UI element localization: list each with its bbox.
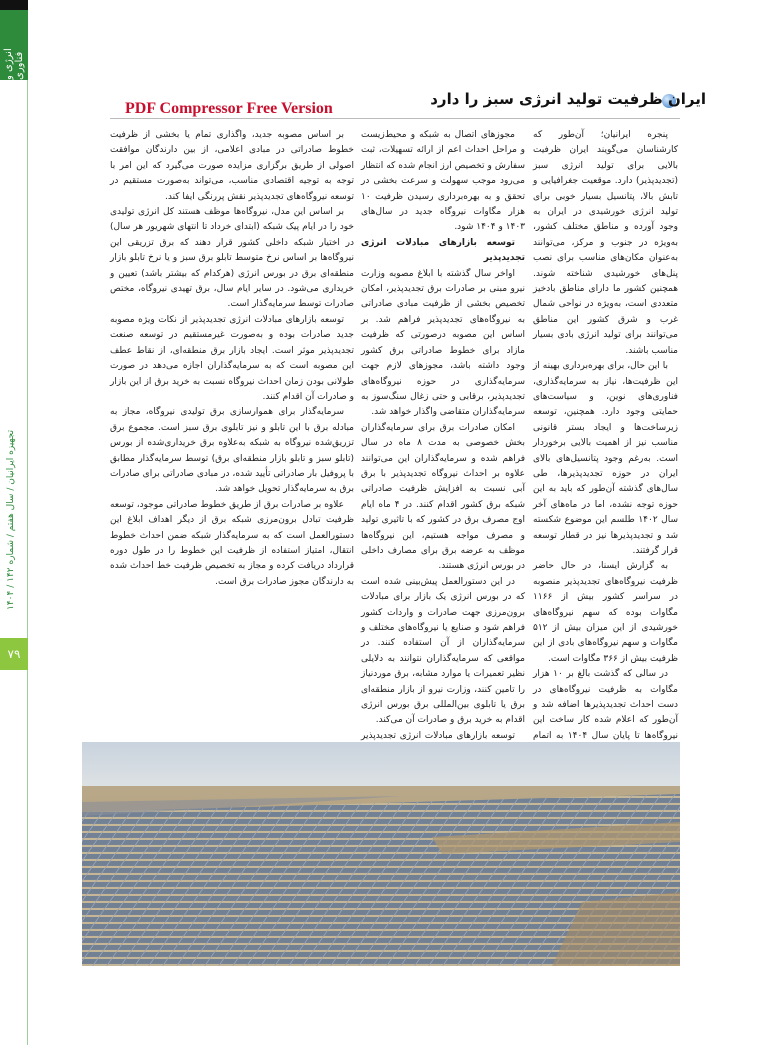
- paragraph: توسعه بازارهای مبادلات انرژی تجدیدپذیر: [361, 730, 515, 741]
- section-tab: [0, 10, 28, 80]
- column-3: [110, 128, 354, 590]
- solar-farm-photo: [82, 742, 680, 966]
- margin-strip: [0, 0, 28, 1045]
- article-title: ایران ظرفیت تولید انرژی سبز را دارد: [430, 90, 706, 108]
- paragraph: اواخر سال گذشته با ابلاغ مصوبه وزارت نیرو مبنی بر صادرات برق تجدیدپذیر، امکان تخصیص بخشی از ظرفیت مبادی صادراتی به نیروگاه‌های تجدیدپذیر فراهم شد. بر اساس این مصوبه درصورتی که ظرفیت مازاد برای خطوط صادراتی برق کشور وجود داشته باشد، مجوزهای لازم جهت سرمایه‌گذاری در حوزه نیروگاه‌های تجدیدپذیر، برقابی و حتی زغال سنگ‌سوز به سرمایه‌گذاران متقاضی واگذار خواهد شد.: [361, 268, 525, 418]
- paragraph: بر اساس این مدل، نیروگاه‌ها موظف هستند کل انرژی تولیدی خود را در ایام پیک شبکه (ابتدای خرداد تا انتهای شهریور هر سال) در اختیار شبکه داخلی کشور قرار دهند که برق تزریقی این نیروگاه‌ها بر اساس نرخ متوسط تابلو برق سبز و یا نرخ تابلو بازار منطقه‌ای برق در بورس انرژی (هرکدام که بیشتر باشد) تعیین و خریداری می‌شود. در سایر ایام سال، برق تهیدی نیروگاه، مختص صادرات توسط سرمایه‌گذار است.: [110, 207, 354, 310]
- paragraph: بر اساس مصوبه جدید، واگذاری تمام یا بخشی از ظرفیت خطوط صادراتی در مبادی اعلامی، از بین دارندگان موافقت اصولی از طریق برگزاری مزایده صورت می‌گیرد که این امر با توجه به توجیه اقتصادی مناسب، می‌تواند به‌صورت مستقیم در توسعه نیروگاه‌های تجدیدپذیر نقش پررنگی ایفا کند.: [110, 130, 354, 202]
- section-label: انرژی و فناوری: [3, 48, 25, 80]
- watermark: PDF Compressor Free Version: [125, 100, 333, 117]
- paragraph: به گزارش ایسنا، در حال حاضر ظرفیت نیروگاه‌های تجدیدپذیر منصوبه در سراسر کشور بیش از ۱۱۶۶ مگاوات بوده که سهم نیروگاه‌های خورشیدی از این میزان بیش از ۵۱۲ مگاوات و سهم نیروگاه‌های بادی از این ظرفیت بیش از ۳۶۶ مگاوات است.: [533, 561, 678, 664]
- issue-label: تجهیزه ایرانیان / سال هفتم / شماره ۱۴۲ / ۱۴۰۴: [6, 430, 16, 610]
- paragraph: امکان صادرات برق برای سرمایه‌گذاران بخش خصوصی به مدت ۸ ماه در سال فراهم شده و سرمایه‌گذاران این می‌توانند علاوه بر احداث نیروگاه تجدیدپذیر با برق آبی نسبت به افزایش ظرفیت صادراتی شبکه برق کشور اقدام کنند. در ۴ ماه ایام اوج مصرف برق در کشور که با تاثیری تولید و مصرف مواجه هستیم، این نیروگاه‌ها موظف به عرضه برق برای مصارف داخلی در بورس انرژی هستند.: [361, 422, 525, 572]
- margin-rule: [27, 80, 28, 1045]
- title-rule: [110, 118, 680, 119]
- paragraph: با این حال، برای بهره‌برداری بهینه از این ظرفیت‌ها، نیاز به سرمایه‌گذاری، فناوری‌های نوین، و سیاست‌های حمایتی وجود دارد. همچنین، توسعه زیرساخت‌ها و ایجاد بستر قانونی مناسب نیز از اهمیت بالایی برخوردار است. به‌رغم وجود پتانسیل‌های بالای ایران در حوزه تجدیدپذیرها، طی سال‌های گذشته آن‌طور که باید به این حوزه توجه نشده، اما در ماه‌های آخر سال ۱۴۰۲ طلسم این موضوع شکسته شد و تجدیدپذیرها نیز در قطار توسعه قرار گرفتند.: [533, 361, 678, 556]
- paragraph: در این دستورالعمل پیش‌بینی شده است که در بورس انرژی یک بازار برای مبادلات برون‌مرزی جهت صادرات و واردات کشور فراهم شود و صنایع یا نیروگاه‌های مختلف و سرمایه‌گذاران از آن استفاده کنند. در مواقعی که سرمایه‌گذاران نتوانند به دلایلی نظیر تعمیرات یا موارد مشابه، برق موردنیاز را تامین کنند، وزارت نیرو از بازار منطقه‌ای برق یا تابلوی بین‌المللی برق بورس انرژی اقدام به خرید برق و صادرات آن می‌کند.: [361, 576, 525, 726]
- paragraph: علاوه بر صادرات برق از طریق خطوط صادراتی موجود، توسعه ظرفیت تبادل برون‌مرزی شبکه برق از دیگر اهداف ابلاغ این دستورالعمل است که به سرمایه‌گذار شبکه ضمن احداث خطوط انتقال، امتیاز استفاده از ظرفیت این خطوط را در طول دوره قرارداد دریافت کرده و مجاز به تخصیص ظرفیت خط احداث شده به دارندگان مجوز صادرات برق است.: [110, 499, 354, 587]
- margin-black-tab: [0, 0, 28, 10]
- subheading: توسعه بازارهای مبادلات انرژی تجدیدپذیر: [361, 237, 525, 264]
- paragraph: مجوزهای اتصال به شبکه و محیط‌زیست و مراحل احداث اعم از ارائه تسهیلات، ثبت سفارش و تخصیص ارز انجام شده که انتظار می‌رود موجب سهولت و سرعت بخشی در تحقق و به بهره‌برداری رسیدن ظرفیت ۱۰ هزار مگاوات نیروگاه جدید در سال‌های ۱۴۰۳ و ۱۴۰۴ شود.: [361, 130, 525, 233]
- paragraph: سرمایه‌گذار برای هموارسازی برق تولیدی نیروگاه، مجاز به مبادله برق با این تابلو و نیز تابلوی برق سبز است. مجموع برق تزریق‌شده نیروگاه به شبکه به‌علاوه برق خریداری‌شده از بورس (تابلو سبز و تابلو بازار منطقه‌ای برق) توسط سرمایه‌گذار مطابق با پروفیل بار صادراتی تأیید شده، در مبادی صادراتی برای صادرات برق به سرمایه‌گذار تحویل خواهد شد.: [110, 407, 354, 495]
- column-2: [361, 128, 525, 790]
- paragraph: پنجره ایرانیان؛ آن‌طور که کارشناسان می‌گویند ایران ظرفیت بالایی برای تولید انرژی سبز (تجدیدپذیر) دارد. موقعیت جغرافیایی و تابش بالا، پتانسیل بسیار خوبی برای تولید انرژی خورشیدی در ایران به وجود آورده و مناطق مختلف کشور، به‌ویژه در جنوب و مرکز، می‌توانند به‌عنوان مکان‌های مناسب برای نصب پنل‌های خورشیدی شناخته شوند. همچنین کشور ما دارای مناطق بادخیز متعددی است، به‌ویژه در نواحی شمال غرب و شرق کشور این مناطق می‌توانند برای تولید انرژی بادی بسیار مناسب باشند.: [533, 130, 678, 356]
- paragraph: در سالی که گذشت بالغ بر ۱۰ هزار مگاوات به ظرفیت نیروگاه‌های در دست احداث تجدیدپذیرها اضافه شد و آن‌طور که اعلام شده کار ساخت این نیروگاه‌ها تا پایان سال ۱۴۰۴ به اتمام: [533, 669, 678, 741]
- page-number: ۷۹: [0, 638, 28, 670]
- solar-farm-image: [82, 742, 680, 966]
- paragraph: توسعه بازارهای مبادلات انرژی تجدیدپذیر از نکات ویژه مصوبه جدید صادرات بوده و به‌صورت غیرمستقیم در توسعه صنعت تجدیدپذیر موثر است. ایجاد بازار برق منطقه‌ای، از نقاط عطف این مصوبه است که به سرمایه‌گذاران اجازه می‌دهد در صورت طولانی بودن زمان احداث نیروگاه نسبت به خرید برق از این بازار و صادرات آن اقدام کنند.: [110, 314, 354, 402]
